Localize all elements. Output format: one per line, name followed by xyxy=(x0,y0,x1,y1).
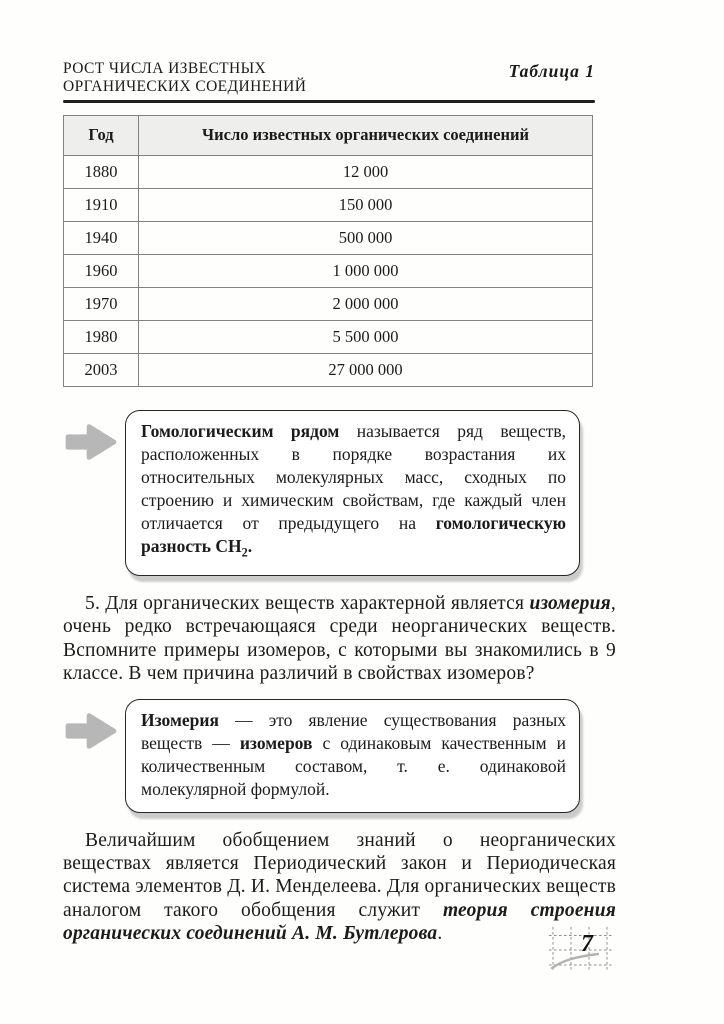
page-heading-line2: ОРГАНИЧЕСКИХ СОЕДИНЕНИЙ xyxy=(63,78,307,95)
paragraph-text: , очень редко встречающаяся среди неорганических веществ. Вспомните примеры изомеров, с которыми вы знакомились в 9 классе. В чем причина различий в свойствах изомеров? xyxy=(63,593,616,684)
count-cell: 150 000 xyxy=(139,188,593,221)
highlighted-term: теория строения органических соединений А. М. Бутлерова xyxy=(63,899,616,944)
isomerism-definition-block xyxy=(63,699,616,813)
table-caption: Таблица 1 xyxy=(508,61,595,81)
table-row xyxy=(64,254,593,287)
count-cell: 2 000 000 xyxy=(139,287,593,320)
definition-term: Гомологическим рядом xyxy=(141,420,340,441)
butlerov-paragraph xyxy=(63,829,616,945)
page-heading xyxy=(63,60,306,96)
year-cell: 1940 xyxy=(64,221,139,254)
known-compounds-table xyxy=(63,115,593,387)
year-cell: 1910 xyxy=(64,188,139,221)
paragraph-text: Величайшим обобщением знаний о неорганических веществах является Периодический закон и Периодическая система элементов Д. И. Менделеева. Для органических веществ аналогом такого обобщения служит xyxy=(63,829,616,921)
table-row xyxy=(64,353,593,386)
paragraph-text: 5. Для органических веществ характерной является xyxy=(85,593,530,615)
page-number-ornament xyxy=(548,925,620,977)
table-header-row xyxy=(64,115,593,155)
count-cell: 5 500 000 xyxy=(139,320,593,353)
page-number: 7 xyxy=(581,931,593,957)
page-content xyxy=(63,60,616,945)
paragraph-text: . xyxy=(437,922,443,944)
definition-period: . xyxy=(247,535,253,556)
definition-term-tail: гомологическую разность CH xyxy=(141,512,566,556)
year-cell: 1970 xyxy=(64,287,139,320)
table-row xyxy=(64,155,593,188)
year-cell: 1960 xyxy=(64,254,139,287)
count-cell: 500 000 xyxy=(139,221,593,254)
table-row xyxy=(64,287,593,320)
definition-text: называется ряд веществ, расположенных в порядке возрастания их относительных молекулярных масс, сходных по строению и химическим свойствам, где каждый член отличается от предыдущего на xyxy=(141,420,566,533)
table-row xyxy=(64,221,593,254)
isomerism-definition-box xyxy=(125,699,580,813)
count-cell: 12 000 xyxy=(139,155,593,188)
table-row xyxy=(64,320,593,353)
isomerism-paragraph xyxy=(63,592,616,685)
year-cell: 1980 xyxy=(64,320,139,353)
right-arrow-icon xyxy=(63,699,125,759)
homolog-definition-box xyxy=(125,410,580,577)
definition-text: — это явление существования разных веществ — xyxy=(141,709,566,753)
definition-term: Изомерия xyxy=(141,709,219,730)
table-row xyxy=(64,188,593,221)
count-cell: 1 000 000 xyxy=(139,254,593,287)
formula-subscript: 2 xyxy=(241,545,248,560)
highlighted-term: изомерия xyxy=(529,593,611,615)
page-heading-line1: РОСТ ЧИСЛА ИЗВЕСТНЫХ xyxy=(63,60,267,77)
header-rule xyxy=(63,100,595,103)
count-cell: 27 000 000 xyxy=(139,353,593,386)
year-cell: 1880 xyxy=(64,155,139,188)
count-column-header: Число известных органических соединений xyxy=(139,115,593,155)
definition-term: изомеров xyxy=(239,732,313,753)
definition-text: с одинаковым качественным и количественным составом, т. е. одинаковой молекулярной формулой. xyxy=(141,732,566,799)
running-head xyxy=(63,60,595,96)
right-arrow-icon xyxy=(63,410,125,470)
year-column-header: Год xyxy=(64,115,139,155)
year-cell: 2003 xyxy=(64,353,139,386)
homolog-definition-block xyxy=(63,410,616,577)
